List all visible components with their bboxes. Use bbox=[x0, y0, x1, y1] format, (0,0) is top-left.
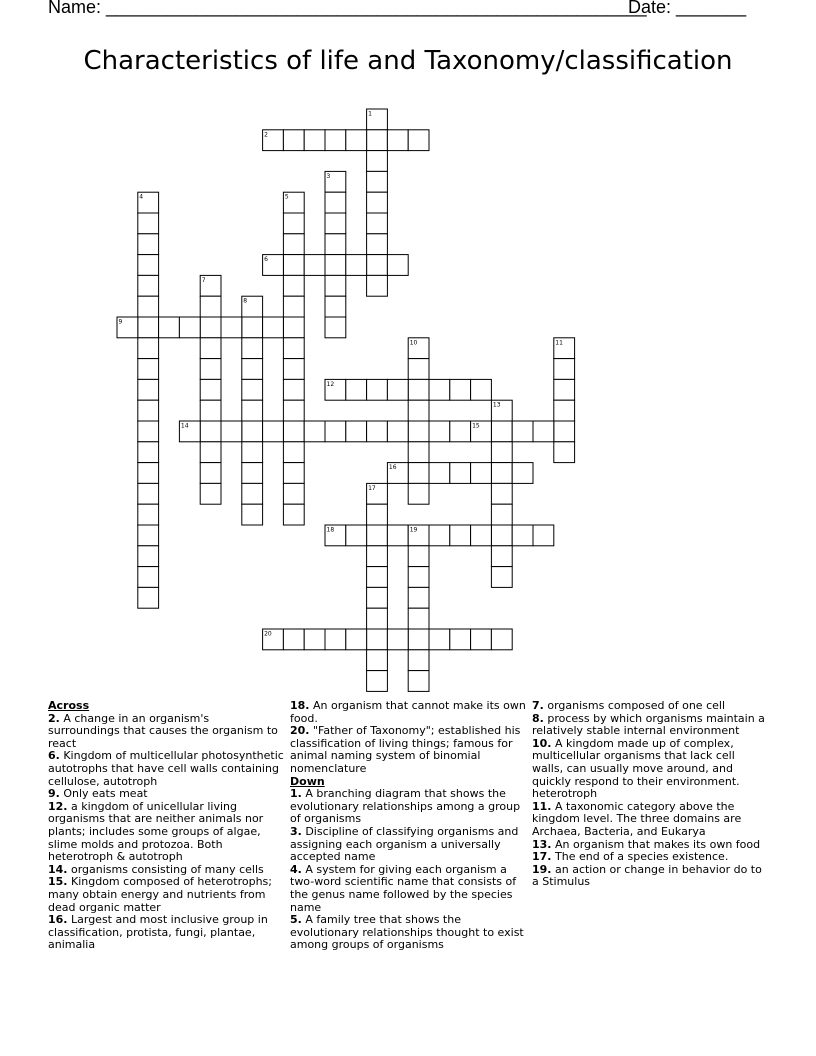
grid-cell[interactable] bbox=[387, 255, 408, 276]
cell-number: 8 bbox=[243, 297, 248, 305]
cell-number: 18 bbox=[326, 526, 335, 534]
grid-cell[interactable] bbox=[325, 296, 346, 317]
grid-cell[interactable] bbox=[367, 379, 388, 400]
clue-text: An organism that makes its own food bbox=[551, 837, 761, 851]
grid-cell[interactable] bbox=[471, 629, 492, 650]
grid-cell[interactable] bbox=[283, 275, 304, 296]
clue-item bbox=[532, 801, 768, 839]
clue-number: 7. bbox=[532, 699, 544, 712]
grid-cell[interactable] bbox=[138, 296, 159, 317]
grid-cell[interactable] bbox=[471, 463, 492, 484]
grid-cell[interactable] bbox=[429, 525, 450, 546]
grid-cell[interactable] bbox=[387, 379, 408, 400]
clue-item bbox=[290, 914, 526, 952]
cell-number: 12 bbox=[326, 380, 335, 388]
grid-cell[interactable] bbox=[367, 234, 388, 255]
grid-cell[interactable] bbox=[554, 359, 575, 380]
name-field[interactable]: Name: ______________________________________________________ bbox=[48, 0, 647, 17]
grid-cell[interactable] bbox=[408, 567, 429, 588]
cell-number: 6 bbox=[264, 256, 268, 264]
grid-cell[interactable] bbox=[367, 546, 388, 567]
clue-number: 14. bbox=[48, 862, 68, 876]
grid-cell[interactable] bbox=[346, 525, 367, 546]
grid-cell[interactable] bbox=[138, 213, 159, 234]
down-heading: Down bbox=[290, 774, 325, 788]
grid-cell[interactable] bbox=[346, 379, 367, 400]
grid-cell[interactable] bbox=[450, 379, 471, 400]
grid-cell[interactable] bbox=[200, 379, 221, 400]
clue-text: A change in an organism's surroundings that causes the organism to react bbox=[48, 711, 278, 750]
grid-cell[interactable] bbox=[221, 421, 242, 442]
clue-text: Discipline of classifying organisms and assigning each organism a universally accepted name bbox=[290, 824, 519, 864]
grid-cell[interactable] bbox=[367, 671, 388, 692]
grid-cell[interactable] bbox=[346, 255, 367, 276]
grid-cell[interactable] bbox=[346, 130, 367, 151]
grid-cell[interactable] bbox=[179, 317, 200, 338]
grid-cell[interactable] bbox=[408, 463, 429, 484]
grid-cell[interactable] bbox=[138, 463, 159, 484]
grid-cell[interactable] bbox=[200, 317, 221, 338]
cell-number: 15 bbox=[472, 422, 480, 430]
grid-cell[interactable] bbox=[283, 442, 304, 463]
clue-text: Only eats meat bbox=[59, 787, 148, 801]
grid-cell[interactable] bbox=[200, 338, 221, 359]
grid-cell[interactable] bbox=[554, 442, 575, 463]
grid-cell[interactable] bbox=[242, 463, 263, 484]
grid-cell[interactable] bbox=[138, 379, 159, 400]
grid-cell[interactable] bbox=[491, 567, 512, 588]
grid-cell[interactable] bbox=[367, 504, 388, 525]
cell-number: 20 bbox=[264, 630, 272, 638]
clue-text: organisms composed of one cell bbox=[543, 699, 725, 712]
grid-cell[interactable] bbox=[554, 400, 575, 421]
clues-column-2 bbox=[290, 700, 526, 952]
cell-number: 14 bbox=[180, 422, 189, 430]
grid-cell[interactable] bbox=[408, 483, 429, 504]
clue-text: The end of a species existence. bbox=[551, 850, 729, 864]
grid-cell[interactable] bbox=[367, 213, 388, 234]
grid-cell[interactable] bbox=[200, 483, 221, 504]
clue-item bbox=[48, 876, 284, 914]
grid-cell[interactable] bbox=[429, 463, 450, 484]
cell-number: 2 bbox=[264, 131, 268, 139]
grid-cell[interactable] bbox=[200, 421, 221, 442]
clue-number: 4. bbox=[290, 862, 302, 876]
clue-number: 10. bbox=[532, 736, 552, 750]
grid-cell[interactable] bbox=[138, 338, 159, 359]
grid-cell[interactable] bbox=[242, 338, 263, 359]
clue-item bbox=[290, 864, 526, 914]
grid-cell[interactable] bbox=[367, 608, 388, 629]
clue-text: A branching diagram that shows the evolutionary relationships among a group of organisms bbox=[290, 787, 521, 826]
grid-cell[interactable] bbox=[138, 504, 159, 525]
clue-item bbox=[290, 725, 526, 775]
grid-cell[interactable] bbox=[200, 400, 221, 421]
grid-cell[interactable] bbox=[429, 421, 450, 442]
grid-cell[interactable] bbox=[450, 525, 471, 546]
grid-cell[interactable] bbox=[263, 421, 284, 442]
grid-cell[interactable] bbox=[325, 629, 346, 650]
cell-number: 13 bbox=[492, 401, 501, 409]
grid-cell[interactable] bbox=[283, 213, 304, 234]
grid-cell[interactable] bbox=[138, 587, 159, 608]
grid-cell[interactable] bbox=[138, 483, 159, 504]
grid-cell[interactable] bbox=[283, 359, 304, 380]
grid-cell[interactable] bbox=[367, 171, 388, 192]
grid-cell[interactable] bbox=[367, 421, 388, 442]
grid-cell[interactable] bbox=[387, 525, 408, 546]
grid-cell[interactable] bbox=[283, 421, 304, 442]
clue-number: 8. bbox=[532, 711, 544, 725]
clue-item bbox=[48, 801, 284, 864]
cell-number: 9 bbox=[118, 318, 123, 326]
grid-cell[interactable] bbox=[242, 483, 263, 504]
grid-cell[interactable] bbox=[325, 192, 346, 213]
grid-cell[interactable] bbox=[283, 234, 304, 255]
grid-cell[interactable] bbox=[471, 525, 492, 546]
clue-text: organisms consisting of many cells bbox=[67, 862, 264, 876]
grid-cell[interactable] bbox=[304, 255, 325, 276]
clue-number: 11. bbox=[532, 799, 552, 813]
clue-number: 20. bbox=[290, 724, 310, 738]
clue-item bbox=[532, 864, 768, 889]
grid-cell[interactable] bbox=[408, 359, 429, 380]
clue-item bbox=[48, 914, 284, 952]
clue-number: 16. bbox=[48, 913, 68, 927]
cell-number: 11 bbox=[555, 339, 563, 347]
grid-cell[interactable] bbox=[533, 421, 554, 442]
clue-number: 18. bbox=[290, 699, 310, 712]
grid-cell[interactable] bbox=[408, 379, 429, 400]
grid-cell[interactable] bbox=[533, 525, 554, 546]
grid-cell[interactable] bbox=[554, 421, 575, 442]
grid-cell[interactable] bbox=[138, 400, 159, 421]
clues-column-3 bbox=[532, 700, 768, 889]
grid-cell[interactable] bbox=[346, 421, 367, 442]
grid-cell[interactable] bbox=[283, 379, 304, 400]
clue-number: 17. bbox=[532, 850, 552, 864]
grid-cell[interactable] bbox=[138, 255, 159, 276]
grid-cell[interactable] bbox=[242, 421, 263, 442]
grid-cell[interactable] bbox=[283, 629, 304, 650]
grid-cell[interactable] bbox=[200, 463, 221, 484]
cell-number: 16 bbox=[388, 464, 397, 472]
grid-cell[interactable] bbox=[325, 130, 346, 151]
grid-cell[interactable] bbox=[138, 546, 159, 567]
grid-cell[interactable] bbox=[242, 359, 263, 380]
grid-cell[interactable] bbox=[242, 504, 263, 525]
clue-text: An organism that cannot make its own food. bbox=[290, 699, 526, 725]
clue-item bbox=[290, 826, 526, 864]
grid-cell[interactable] bbox=[283, 483, 304, 504]
grid-cell[interactable] bbox=[367, 567, 388, 588]
clue-number: 13. bbox=[532, 837, 552, 851]
grid-cell[interactable] bbox=[304, 629, 325, 650]
cell-number: 3 bbox=[326, 172, 331, 180]
grid-cell[interactable] bbox=[491, 421, 512, 442]
grid-cell[interactable] bbox=[138, 317, 159, 338]
grid-cell[interactable] bbox=[408, 671, 429, 692]
clue-number: 1. bbox=[290, 787, 302, 801]
grid-cell[interactable] bbox=[346, 629, 367, 650]
grid-cell[interactable] bbox=[367, 130, 388, 151]
clue-text: A kingdom made up of complex, multicellular organisms that lack cell walls, can usually move around, and quickly respond to their environment. heterotroph bbox=[532, 736, 740, 801]
grid-cell[interactable] bbox=[491, 504, 512, 525]
grid-cell[interactable] bbox=[450, 629, 471, 650]
clue-text: Kingdom of multicellular photosynthetic autotrophs that have cell walls containing cellulose, autotroph bbox=[48, 749, 284, 788]
grid-cell[interactable] bbox=[408, 442, 429, 463]
across-heading: Across bbox=[48, 699, 90, 712]
grid-cell[interactable] bbox=[471, 379, 492, 400]
grid-cell[interactable] bbox=[512, 421, 533, 442]
grid-cell[interactable] bbox=[283, 130, 304, 151]
grid-cell[interactable] bbox=[242, 400, 263, 421]
clue-item bbox=[532, 713, 768, 738]
grid-cell[interactable] bbox=[367, 151, 388, 172]
grid-cell[interactable] bbox=[283, 317, 304, 338]
clue-number: 6. bbox=[48, 749, 60, 763]
cell-number: 10 bbox=[409, 339, 418, 347]
clue-text: process by which organisms maintain a relatively stable internal environment bbox=[532, 711, 765, 738]
grid-cell[interactable] bbox=[138, 442, 159, 463]
clue-item bbox=[290, 788, 526, 826]
grid-cell[interactable] bbox=[512, 463, 533, 484]
grid-cell[interactable] bbox=[200, 442, 221, 463]
grid-cell[interactable] bbox=[408, 421, 429, 442]
grid-cell[interactable] bbox=[408, 130, 429, 151]
clue-text: A system for giving each organism a two-word scientific name that consists of the genus name followed by the species name bbox=[290, 862, 517, 914]
grid-cell[interactable] bbox=[429, 629, 450, 650]
clue-number: 15. bbox=[48, 875, 68, 889]
page-title: Characteristics of life and Taxonomy/classification bbox=[83, 46, 733, 76]
grid-cell[interactable] bbox=[200, 359, 221, 380]
grid-cell[interactable] bbox=[283, 504, 304, 525]
clue-item bbox=[532, 738, 768, 801]
grid-cell[interactable] bbox=[242, 442, 263, 463]
grid-cell[interactable] bbox=[325, 421, 346, 442]
clue-text: "Father of Taxonomy"; established his classification of living things; famous for animal naming system of binomial nomenclature bbox=[290, 724, 521, 775]
date-field[interactable]: Date: _______ bbox=[628, 0, 747, 17]
grid-cell[interactable] bbox=[367, 650, 388, 671]
grid-cell[interactable] bbox=[304, 130, 325, 151]
clue-number: 9. bbox=[48, 787, 60, 801]
grid-cell[interactable] bbox=[242, 317, 263, 338]
grid-cell[interactable] bbox=[408, 629, 429, 650]
grid-cell[interactable] bbox=[283, 338, 304, 359]
clue-item bbox=[48, 713, 284, 751]
grid-cell[interactable] bbox=[200, 296, 221, 317]
grid-cell[interactable] bbox=[263, 317, 284, 338]
grid-cell[interactable] bbox=[325, 213, 346, 234]
grid-cell[interactable] bbox=[367, 255, 388, 276]
clues-column-1 bbox=[48, 700, 284, 952]
grid-cell[interactable] bbox=[283, 255, 304, 276]
grid-cell[interactable] bbox=[283, 400, 304, 421]
grid-cell[interactable] bbox=[408, 608, 429, 629]
grid-cell[interactable] bbox=[325, 255, 346, 276]
grid-cell[interactable] bbox=[450, 421, 471, 442]
grid-cell[interactable] bbox=[138, 421, 159, 442]
clue-number: 12. bbox=[48, 799, 68, 813]
clue-text: Kingdom composed of heterotrophs; many obtain energy and nutrients from dead organic matter bbox=[48, 875, 272, 914]
clue-item bbox=[290, 700, 526, 725]
clue-number: 19. bbox=[532, 862, 552, 876]
grid-cell[interactable] bbox=[242, 379, 263, 400]
clue-item bbox=[48, 750, 284, 788]
grid-cell[interactable] bbox=[138, 275, 159, 296]
cell-number: 7 bbox=[201, 276, 206, 284]
clue-text: Largest and most inclusive group in classification, protista, fungi, plantae, animalia bbox=[48, 913, 268, 952]
cell-number: 17 bbox=[368, 484, 376, 492]
grid-cell[interactable] bbox=[325, 234, 346, 255]
grid-cell[interactable] bbox=[491, 546, 512, 567]
clue-text: A taxonomic category above the kingdom level. The three domains are Archaea, Bacteria, and Eukarya bbox=[532, 799, 742, 838]
grid-cell[interactable] bbox=[138, 234, 159, 255]
grid-cell[interactable] bbox=[429, 379, 450, 400]
grid-cell[interactable] bbox=[325, 317, 346, 338]
clue-number: 2. bbox=[48, 711, 60, 725]
grid-cell[interactable] bbox=[491, 525, 512, 546]
grid-cell[interactable] bbox=[159, 317, 180, 338]
clue-text: an action or change in behavior do to a Stimulus bbox=[532, 862, 762, 889]
grid-cell[interactable] bbox=[491, 629, 512, 650]
clue-number: 3. bbox=[290, 824, 302, 838]
cell-number: 1 bbox=[368, 110, 372, 118]
grid-cell[interactable] bbox=[304, 421, 325, 442]
grid-cell[interactable] bbox=[387, 421, 408, 442]
grid-cell[interactable] bbox=[138, 525, 159, 546]
grid-cell[interactable] bbox=[491, 463, 512, 484]
grid-cell[interactable] bbox=[491, 483, 512, 504]
clue-number: 5. bbox=[290, 913, 302, 927]
grid-cell[interactable] bbox=[283, 463, 304, 484]
cell-number: 4 bbox=[139, 193, 144, 201]
grid-cell[interactable] bbox=[408, 650, 429, 671]
grid-cell[interactable] bbox=[491, 442, 512, 463]
cell-number: 5 bbox=[284, 193, 289, 201]
grid-cell[interactable] bbox=[554, 379, 575, 400]
grid-cell[interactable] bbox=[387, 130, 408, 151]
grid-cell[interactable] bbox=[138, 567, 159, 588]
grid-cell[interactable] bbox=[450, 463, 471, 484]
grid-cell[interactable] bbox=[367, 629, 388, 650]
grid-cell[interactable] bbox=[367, 192, 388, 213]
grid-cell[interactable] bbox=[512, 525, 533, 546]
grid-cell[interactable] bbox=[138, 359, 159, 380]
clue-text: A family tree that shows the evolutionary relationships thought to exist among groups of organisms bbox=[290, 913, 524, 952]
grid-cell[interactable] bbox=[221, 317, 242, 338]
grid-cell[interactable] bbox=[367, 587, 388, 608]
clue-text: a kingdom of unicellular living organisms that are neither animals nor plants; includes some groups of algae, slime molds and protozoa. Both heterotroph & autotroph bbox=[48, 799, 264, 864]
grid-cell[interactable] bbox=[408, 400, 429, 421]
grid-cell[interactable] bbox=[408, 587, 429, 608]
grid-cell[interactable] bbox=[387, 629, 408, 650]
cell-number: 19 bbox=[409, 526, 418, 534]
grid-cell[interactable] bbox=[367, 525, 388, 546]
grid-cell[interactable] bbox=[367, 275, 388, 296]
grid-cell[interactable] bbox=[325, 275, 346, 296]
grid-cell[interactable] bbox=[408, 546, 429, 567]
grid-cell[interactable] bbox=[283, 296, 304, 317]
